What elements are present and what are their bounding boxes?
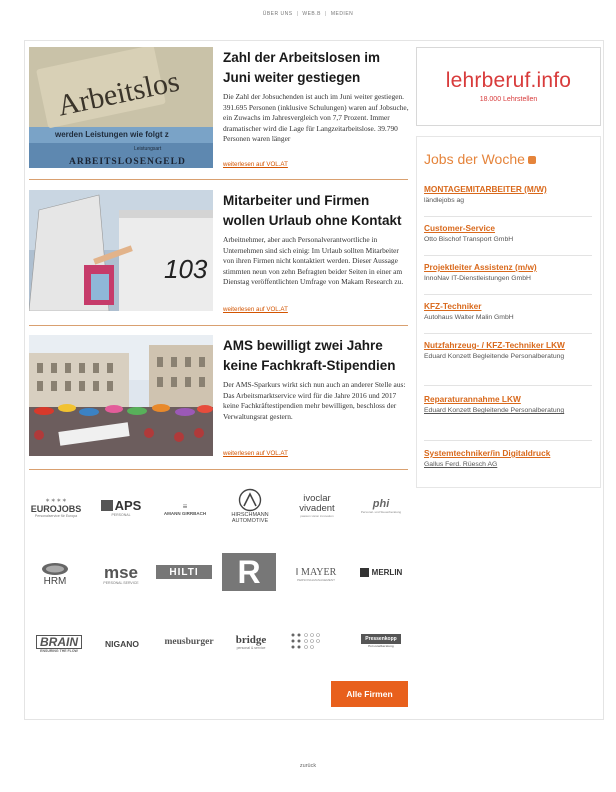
logo-name: HIRSCHMANN AUTOMOTIVE xyxy=(231,512,269,524)
company-logo-dots[interactable] xyxy=(288,630,330,652)
form-text-1: werden Leistungen wie folgt z xyxy=(55,130,169,139)
article-thumbnail[interactable] xyxy=(29,335,213,456)
logo-sub: personal & service xyxy=(236,646,266,650)
job-company: InnoNav IT-Dienstleistungen GmbH xyxy=(424,275,531,282)
dots-icon xyxy=(290,632,328,650)
read-more-link[interactable]: weiterlesen auf VOL.AT xyxy=(223,450,288,457)
read-more-link[interactable]: weiterlesen auf VOL.AT xyxy=(223,161,288,168)
all-firms-button[interactable]: Alle Firmen xyxy=(331,681,408,707)
lehrstellen-count: 18.000 Lehrstellen xyxy=(479,96,538,103)
logo-name: MAYER xyxy=(301,566,337,578)
jobs-title-text: Jobs der Woche xyxy=(424,151,525,167)
company-logo-mse[interactable] xyxy=(93,560,149,588)
job-company: Autohaus Walter Malin GmbH xyxy=(424,314,514,321)
job-listing xyxy=(424,301,594,324)
form-text-3: ARBEITSLOSENGELD xyxy=(69,157,186,167)
news-article xyxy=(29,335,408,461)
job-company: ländlejobs ag xyxy=(424,197,465,204)
logo-name: BRAIN xyxy=(36,635,82,649)
r-icon: R xyxy=(237,553,261,590)
lehrberuf-logo: lehrberuf.info xyxy=(445,69,572,92)
job-title-link[interactable]: MONTAGEMITARBEITER (M/W) xyxy=(424,184,547,194)
nav-item-medien[interactable]: MEDIEN xyxy=(330,11,354,17)
job-listing xyxy=(424,223,594,246)
article-title[interactable]: Zahl der Arbeitslosen im Juni weiter gestiegen xyxy=(223,50,381,85)
job-title-link[interactable]: Reparaturannahme LKW xyxy=(424,394,521,404)
company-logo-r[interactable] xyxy=(222,553,276,591)
divider xyxy=(424,255,592,256)
logo-name: EUROJOBS xyxy=(30,504,82,514)
nav-item-webb[interactable]: WEB.B xyxy=(302,11,321,17)
company-logo-hrm[interactable] xyxy=(30,554,80,594)
back-link[interactable]: zurück xyxy=(299,763,317,769)
news-article xyxy=(29,190,408,316)
logo-sub: Personalberatung xyxy=(368,644,394,648)
logo-name: bridge xyxy=(235,634,267,646)
logo-name: mse xyxy=(103,562,139,582)
nav-item-ueber-uns[interactable]: ÜBER UNS xyxy=(262,11,293,17)
logo-sub: PERSONAL xyxy=(111,512,131,517)
job-title-link[interactable]: Systemtechniker/in Digitaldruck xyxy=(424,448,551,458)
divider xyxy=(29,325,408,326)
job-listing xyxy=(424,184,594,207)
logo-name: Pressenkopp xyxy=(361,634,400,644)
company-logo-amann-girrbach[interactable] xyxy=(156,494,214,524)
company-logo-brain[interactable] xyxy=(28,630,90,658)
article-thumbnail[interactable] xyxy=(29,190,213,311)
number-text: 103 xyxy=(164,254,208,284)
job-company: Eduard Konzett Begleitende Personalberatung xyxy=(424,407,565,414)
company-logo-ivoclar[interactable] xyxy=(287,488,347,524)
job-company: Otto Bischof Transport GmbH xyxy=(424,236,514,243)
lehrberuf-banner[interactable] xyxy=(416,47,601,126)
article-teaser: Arbeitnehmer, aber auch Personalverantwortliche in Unternehmen sind sich einig: Im Urlaub sollten Mitarbeiter von ihren Firmen nicht kontaktiert werden. Dieser Aussage stimmten neun von zehn Befragten beider Seiten in einer am Dienstag veröffentlichten Umfrage von Makam Research zu. xyxy=(223,235,404,287)
company-logo-bridge[interactable] xyxy=(227,627,275,657)
logo-sub: Personalservice für Europa xyxy=(34,514,78,518)
company-logo-mayer[interactable] xyxy=(287,560,345,588)
company-logo-eurojobs[interactable]: ✶ ✶ ✶ ✶ EUROJOBS Personalservice für Europa xyxy=(30,498,82,518)
logo-name: APS xyxy=(114,497,142,513)
rss-icon[interactable] xyxy=(528,156,536,164)
logo-sub: PERSONALMANAGEMENT xyxy=(297,577,335,582)
divider xyxy=(424,333,592,334)
job-company: Gallus Ferd. Rüesch AG xyxy=(424,461,498,468)
job-listing xyxy=(424,394,594,417)
amann-icon: ≡ xyxy=(182,502,188,511)
company-logo-phi[interactable] xyxy=(352,490,410,522)
job-title-link[interactable]: Projektleiter Assistenz (m/w) xyxy=(424,262,537,272)
company-logo-hilti[interactable] xyxy=(156,565,212,579)
job-listing xyxy=(424,262,594,285)
article-teaser: Die Zahl der Jobsuchenden ist auch im Juni weiter gestiegen. 391.695 Personen (inklusive Schulungen) waren auf Jobsuche, ein Zuwachs im Jahresvergleich von 7,7 Prozent. Immer dramatischer wird die Lage für Langzeitarbeitslose. 39.790 Personen waren länger xyxy=(223,92,409,144)
company-logo-meusburger[interactable] xyxy=(157,634,221,650)
merlin-icon xyxy=(360,568,369,577)
divider xyxy=(424,385,592,386)
logo-name: HRM xyxy=(43,575,67,587)
logo-name: NIGANO xyxy=(105,639,139,649)
job-title-link[interactable]: KFZ-Techniker xyxy=(424,301,482,311)
read-more-link[interactable]: weiterlesen auf VOL.AT xyxy=(223,306,288,313)
news-article xyxy=(29,47,408,173)
divider xyxy=(424,440,592,441)
company-logo-nigano[interactable] xyxy=(92,636,152,652)
company-logo-aps[interactable] xyxy=(93,492,149,522)
company-logo-pressenkopp[interactable] xyxy=(352,628,410,654)
logo-sub: PERSONAL SERVICE xyxy=(103,580,139,585)
hirschmann-icon xyxy=(238,488,262,512)
logo-name: HILTI xyxy=(169,566,199,578)
divider xyxy=(29,179,408,180)
logo-sub: passion vision innovation xyxy=(300,514,334,518)
company-logo-hirschmann[interactable] xyxy=(222,482,278,530)
aps-icon xyxy=(101,500,113,511)
logo-name: phi xyxy=(372,498,390,510)
form-text-2: Leistungsart xyxy=(134,146,162,152)
mayer-icon: ǁ xyxy=(295,566,302,578)
logo-name: meusburger xyxy=(164,637,214,647)
job-title-link[interactable]: Nutzfahrzeug- / KFZ-Techniker LKW xyxy=(424,340,565,350)
article-title[interactable]: Mitarbeiter und Firmen wollen Urlaub ohne Kontakt xyxy=(223,193,402,228)
job-title-link[interactable]: Customer-Service xyxy=(424,223,496,233)
logo-name: MERLIN xyxy=(371,567,403,577)
article-title[interactable]: AMS bewilligt zwei Jahre keine Fachkraft-Stipendien xyxy=(223,338,396,373)
stamp-text: Arbeitslos xyxy=(54,64,183,123)
job-company: Eduard Konzett Begleitende Personalberatung xyxy=(424,353,565,360)
job-listing xyxy=(424,340,594,363)
job-listing xyxy=(424,448,594,471)
logo-name: ivoclar vivadent xyxy=(299,493,335,514)
article-teaser: Der AMS-Sparkurs wirkt sich nun auch an anderer Stelle aus: Das Arbeitsmarktservice wird für die Jahre 2016 und 2017 keine Fachkräftestipendien mehr bewilligen, beschloss der Verwaltungsrat gestern. xyxy=(223,380,406,421)
company-logo-merlin[interactable] xyxy=(352,561,410,583)
hrm-icon xyxy=(40,562,70,576)
top-nav: ÜBER UNS | WEB.B | MEDIEN xyxy=(262,11,354,17)
logo-sub: Personal- und Steuerberatung xyxy=(360,510,402,514)
logo-sub: ENSURING THE FLOW xyxy=(40,649,78,653)
jobs-title xyxy=(424,151,536,167)
article-thumbnail[interactable] xyxy=(29,47,213,168)
logo-name: AMANN GIRRBACH xyxy=(163,511,207,516)
divider xyxy=(424,216,592,217)
divider xyxy=(29,469,408,470)
divider xyxy=(424,294,592,295)
